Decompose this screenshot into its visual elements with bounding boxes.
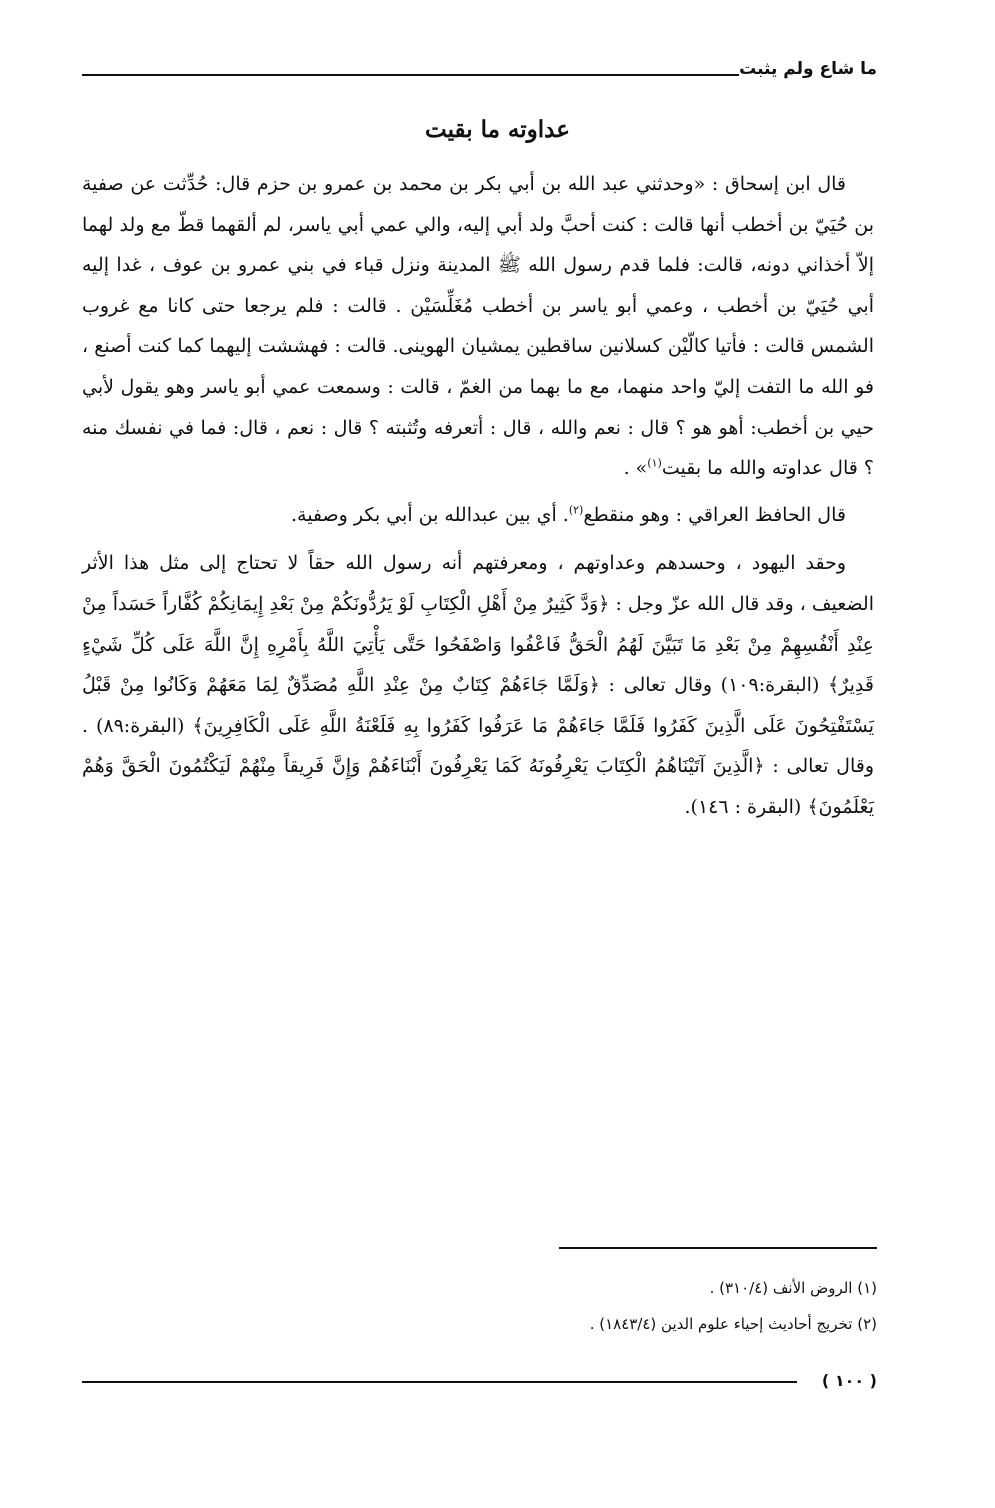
- paragraph-2-text: قال الحافظ العراقي : وهو منقطع: [583, 503, 846, 526]
- chapter-title: عداوته ما بقيت: [425, 116, 570, 143]
- footnote-1: (١) الروض الأنف (٣١٠/٤) .: [709, 1279, 877, 1297]
- footnote-separator: [559, 1247, 877, 1249]
- page-footer: [82, 1370, 877, 1394]
- header-rule: [82, 74, 739, 76]
- page-number: ( ١٠٠ ): [821, 1371, 877, 1390]
- running-title: ما شاع ولم يثبت: [739, 59, 877, 79]
- footnote-2: (٢) تخريج أحاديث إحياء علوم الدين (١٨٤٣/٤) .: [589, 1315, 877, 1333]
- footer-rule: [82, 1381, 797, 1383]
- paragraph-1-end: » .: [623, 457, 648, 480]
- paragraph-1-text: قال ابن إسحاق : «وحدثني عبد الله بن أبي بكر بن محمد بن عمرو بن حزم قال: حُدِّثت عن صفية بن حُيَيّ بن أخطب أنها قالت : كنت أحبَّ ولد أبي إليه، والي عمي أبي ياسر، لم ألقهما قطّ مع ولد لهما إلاّ أخذاني دونه، قالت: فلما قدم رسول الله ﷺ المدينة ونزل قباء في بني عمرو بن عوف ، غدا إليه أبي حُيَيّ بن أخطب ، وعمي أبو ياسر بن أخطب مُغَلِّسَيْن . قالت : فلم يرجعا حتى كانا مع غروب الشمس قالت : فأتيا كالّيْن كسلانين ساقطين يمشيان الهوينى. قالت : فهششت إليهما كما كنت أصنع ، فو الله ما التفت إليّ واحد منهما، مع ما بهما من الغمّ ، قالت : وسمعت عمي أبو ياسر وهو يقول لأبي حيي بن أخطب: أهو هو ؟ قال : نعم والله ، قال : أتعرفه وتُثبته ؟ قال : نعم ، قال: فما في نفسك منه ؟ قال عداوته والله ما بقيت: [82, 173, 874, 480]
- page-header: [82, 56, 877, 86]
- paragraph-2-end: . أي بين عبدالله بن أبي بكر وصفية.: [290, 503, 569, 526]
- footnotes: [117, 1270, 877, 1342]
- footnote-ref-2: (٢): [568, 503, 584, 517]
- paragraph-3: وحقد اليهود ، وحسدهم وعداوتهم ، ومعرفتهم أنه رسول الله حقاً لا تحتاج إلى مثل هذا الأثر الضعيف ، وقد قال الله عزّ وجل : ﴿وَدَّ كَثِيرٌ مِنْ أَهْلِ الْكِتَابِ لَوْ يَرُدُّونَكُمْ مِنْ بَعْدِ إِيمَانِكُمْ كُفَّاراً حَسَداً مِنْ عِنْدِ أَنْفُسِهِمْ مِنْ بَعْدِ مَا تَبَيَّنَ لَهُمُ الْحَقُّ فَاعْفُوا وَاصْفَحُوا حَتَّى يَأْتِيَ اللَّهُ بِأَمْرِهِ إِنَّ اللَّهَ عَلَى كُلِّ شَيْءٍ قَدِيرٌ﴾ (البقرة:١٠٩) وقال تعالى : ﴿وَلَمَّا جَاءَهُمْ كِتَابٌ مِنْ عِنْدِ اللَّهِ مُصَدِّقٌ لِمَا مَعَهُمْ وَكَانُوا مِنْ قَبْلُ يَسْتَفْتِحُونَ عَلَى الَّذِينَ كَفَرُوا فَلَمَّا جَاءَهُمْ مَا عَرَفُوا كَفَرُوا بِهِ فَلَعْنَةُ اللَّهِ عَلَى الْكَافِرِينَ﴾ (البقرة:٨٩) . وقال تعالى : ﴿الَّذِينَ آتَيْنَاهُمُ الْكِتَابَ يَعْرِفُونَهُ كَمَا يَعْرِفُونَ أَبْنَاءَهُمْ وَإِنَّ فَرِيقاً مِنْهُمْ لَيَكْتُمُونَ الْحَقَّ وَهُمْ يَعْلَمُونَ﴾ (البقرة : ١٤٦).: [82, 552, 874, 818]
- paragraph-2: [82, 495, 874, 536]
- paragraph-1: [82, 164, 874, 489]
- body-text: [82, 164, 874, 828]
- footnote-ref-1: (١): [647, 456, 662, 470]
